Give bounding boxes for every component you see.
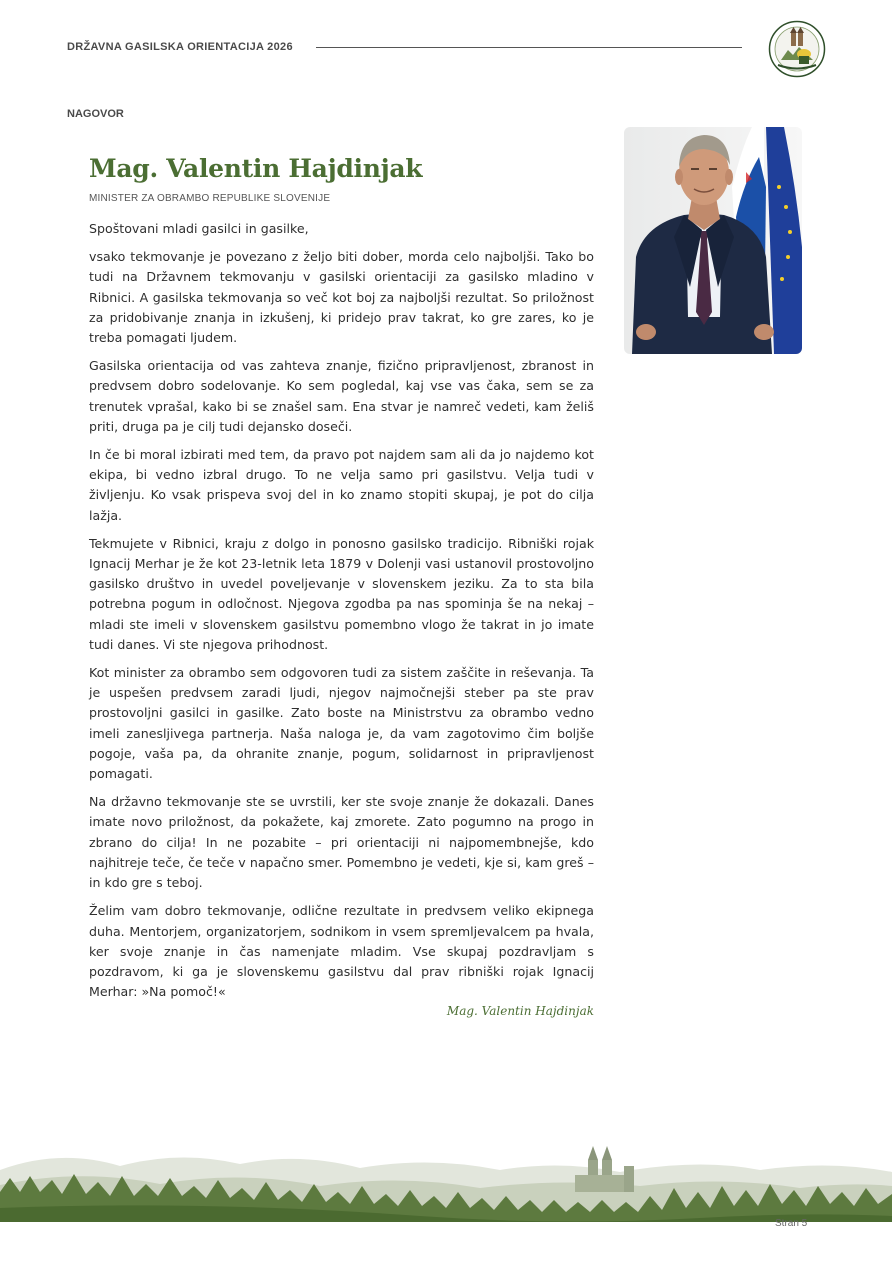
salutation: Spoštovani mladi gasilci in gasilke, — [89, 221, 309, 236]
minister-portrait-photo — [624, 127, 802, 354]
forest-landscape-illustration — [0, 1130, 892, 1230]
paragraph-3: In če bi moral izbirati med tem, da pravo pot najdem sam ali da jo najdemo kot ekipa, bi vedno izbral drugo. To ne velja samo pri gasilstvu. Velja tudi v življenju. Ko vsak prispeva svoj del in ko znamo stopiti skupaj, je pot do cilja lažja. — [89, 447, 594, 523]
section-label: NAGOVOR — [67, 108, 124, 120]
paragraph-6: Na državno tekmovanje ste se uvrstili, ker ste svoje znanje že dokazali. Danes imate novo priložnost, da pokažete, kaj zmorete. Zato pogumno na progo in zbrano do cilja! In ne pozabite – pri orientaciji ni najpomembnejše, kdo najhitreje teče, če teče v napačno smer. Pomembno je vedeti, kje si, kam greš – in kdo gre s teboj. — [89, 794, 594, 891]
paragraph-4: Tekmujete v Ribnici, kraju z dolgo in ponosno gasilsko tradicijo. Ribniški rojak Ignacij Merhar je že kot 23-letnik leta 1879 v Dolenji vasi ustanovil prostovoljno gasilsko društvo in uvedel poveljevanje v slovenskem jeziku. Za to sta bila potrebna pogum in odločnost. Njegova zgodba pa nas spominja še na nekaj – mladi ste imeli v slovenskem gasilstvu pomembno vlogo že takrat in jo imate tudi danes. Vi ste njegova prihodnost. — [89, 535, 594, 652]
paragraph-7: Želim vam dobro tekmovanje, odlične rezultate in predvsem veliko ekipnega duha. Mentorjem, organizatorjem, sodnikom in vsem spremljevalcem pa hvala, ker svoje znanje in čas namenjate mladim. Vse skupaj pozdravljam s pozdravom, ki ga je slovenskemu gasilstvu dal prav ribniški rojak Ignacij Merhar: »Na pomoč!« — [89, 903, 594, 1000]
page-number: Stran 5 — [775, 1218, 808, 1229]
header-rule — [316, 47, 742, 48]
header-title: DRŽAVNA GASILSKA ORIENTACIJA 2026 — [67, 41, 293, 53]
signature: Mag. Valentin Hajdinjak — [446, 1004, 594, 1018]
author-name: Mag. Valentin Hajdinjak — [89, 154, 423, 183]
fire-brigade-emblem-icon — [768, 20, 826, 78]
paragraph-5: Kot minister za obrambo sem odgovoren tudi za sistem zaščite in reševanja. Ta je uspešen predvsem zaradi ljudi, njegov najmočnejši steber pa ste prav prostovoljni gasilci in gasilke. Zato boste na Ministrstvu za obrambo vedno imeli zanesljivega partnerja. Naša naloga je, da vam zagotovimo čim boljše pogoje, vaša pa, da ohranite znanje, pogum, solidarnost in pripravljenost pomagati. — [89, 665, 594, 782]
paragraph-2: Gasilska orientacija od vas zahteva znanje, fizično pripravljenost, zbranost in predvsem dobro sodelovanje. Ko sem pogledal, kaj vse vas čaka, sem se za trenutek vprašal, kako bi se znašel sam. Ena stvar je namreč vedeti, kam želiš priti, druga pa je cilj tudi dejansko doseči. — [89, 358, 594, 434]
author-role: MINISTER ZA OBRAMBO REPUBLIKE SLOVENIJE — [89, 193, 331, 204]
letter-body — [89, 219, 594, 1010]
paragraph-1: vsako tekmovanje je povezano z željo biti dober, morda celo najboljši. Tako bo tudi na Državnem tekmovanju v gasilski orientaciji za gasilsko mladino v Ribnici. A gasilska tekmovanja so več kot boj za najboljši rezultat. So priložnost za pridobivanje znanja in izkušenj, ki pridejo prav takrat, ko gre zares, ko je treba pomagati ljudem. — [89, 249, 594, 346]
